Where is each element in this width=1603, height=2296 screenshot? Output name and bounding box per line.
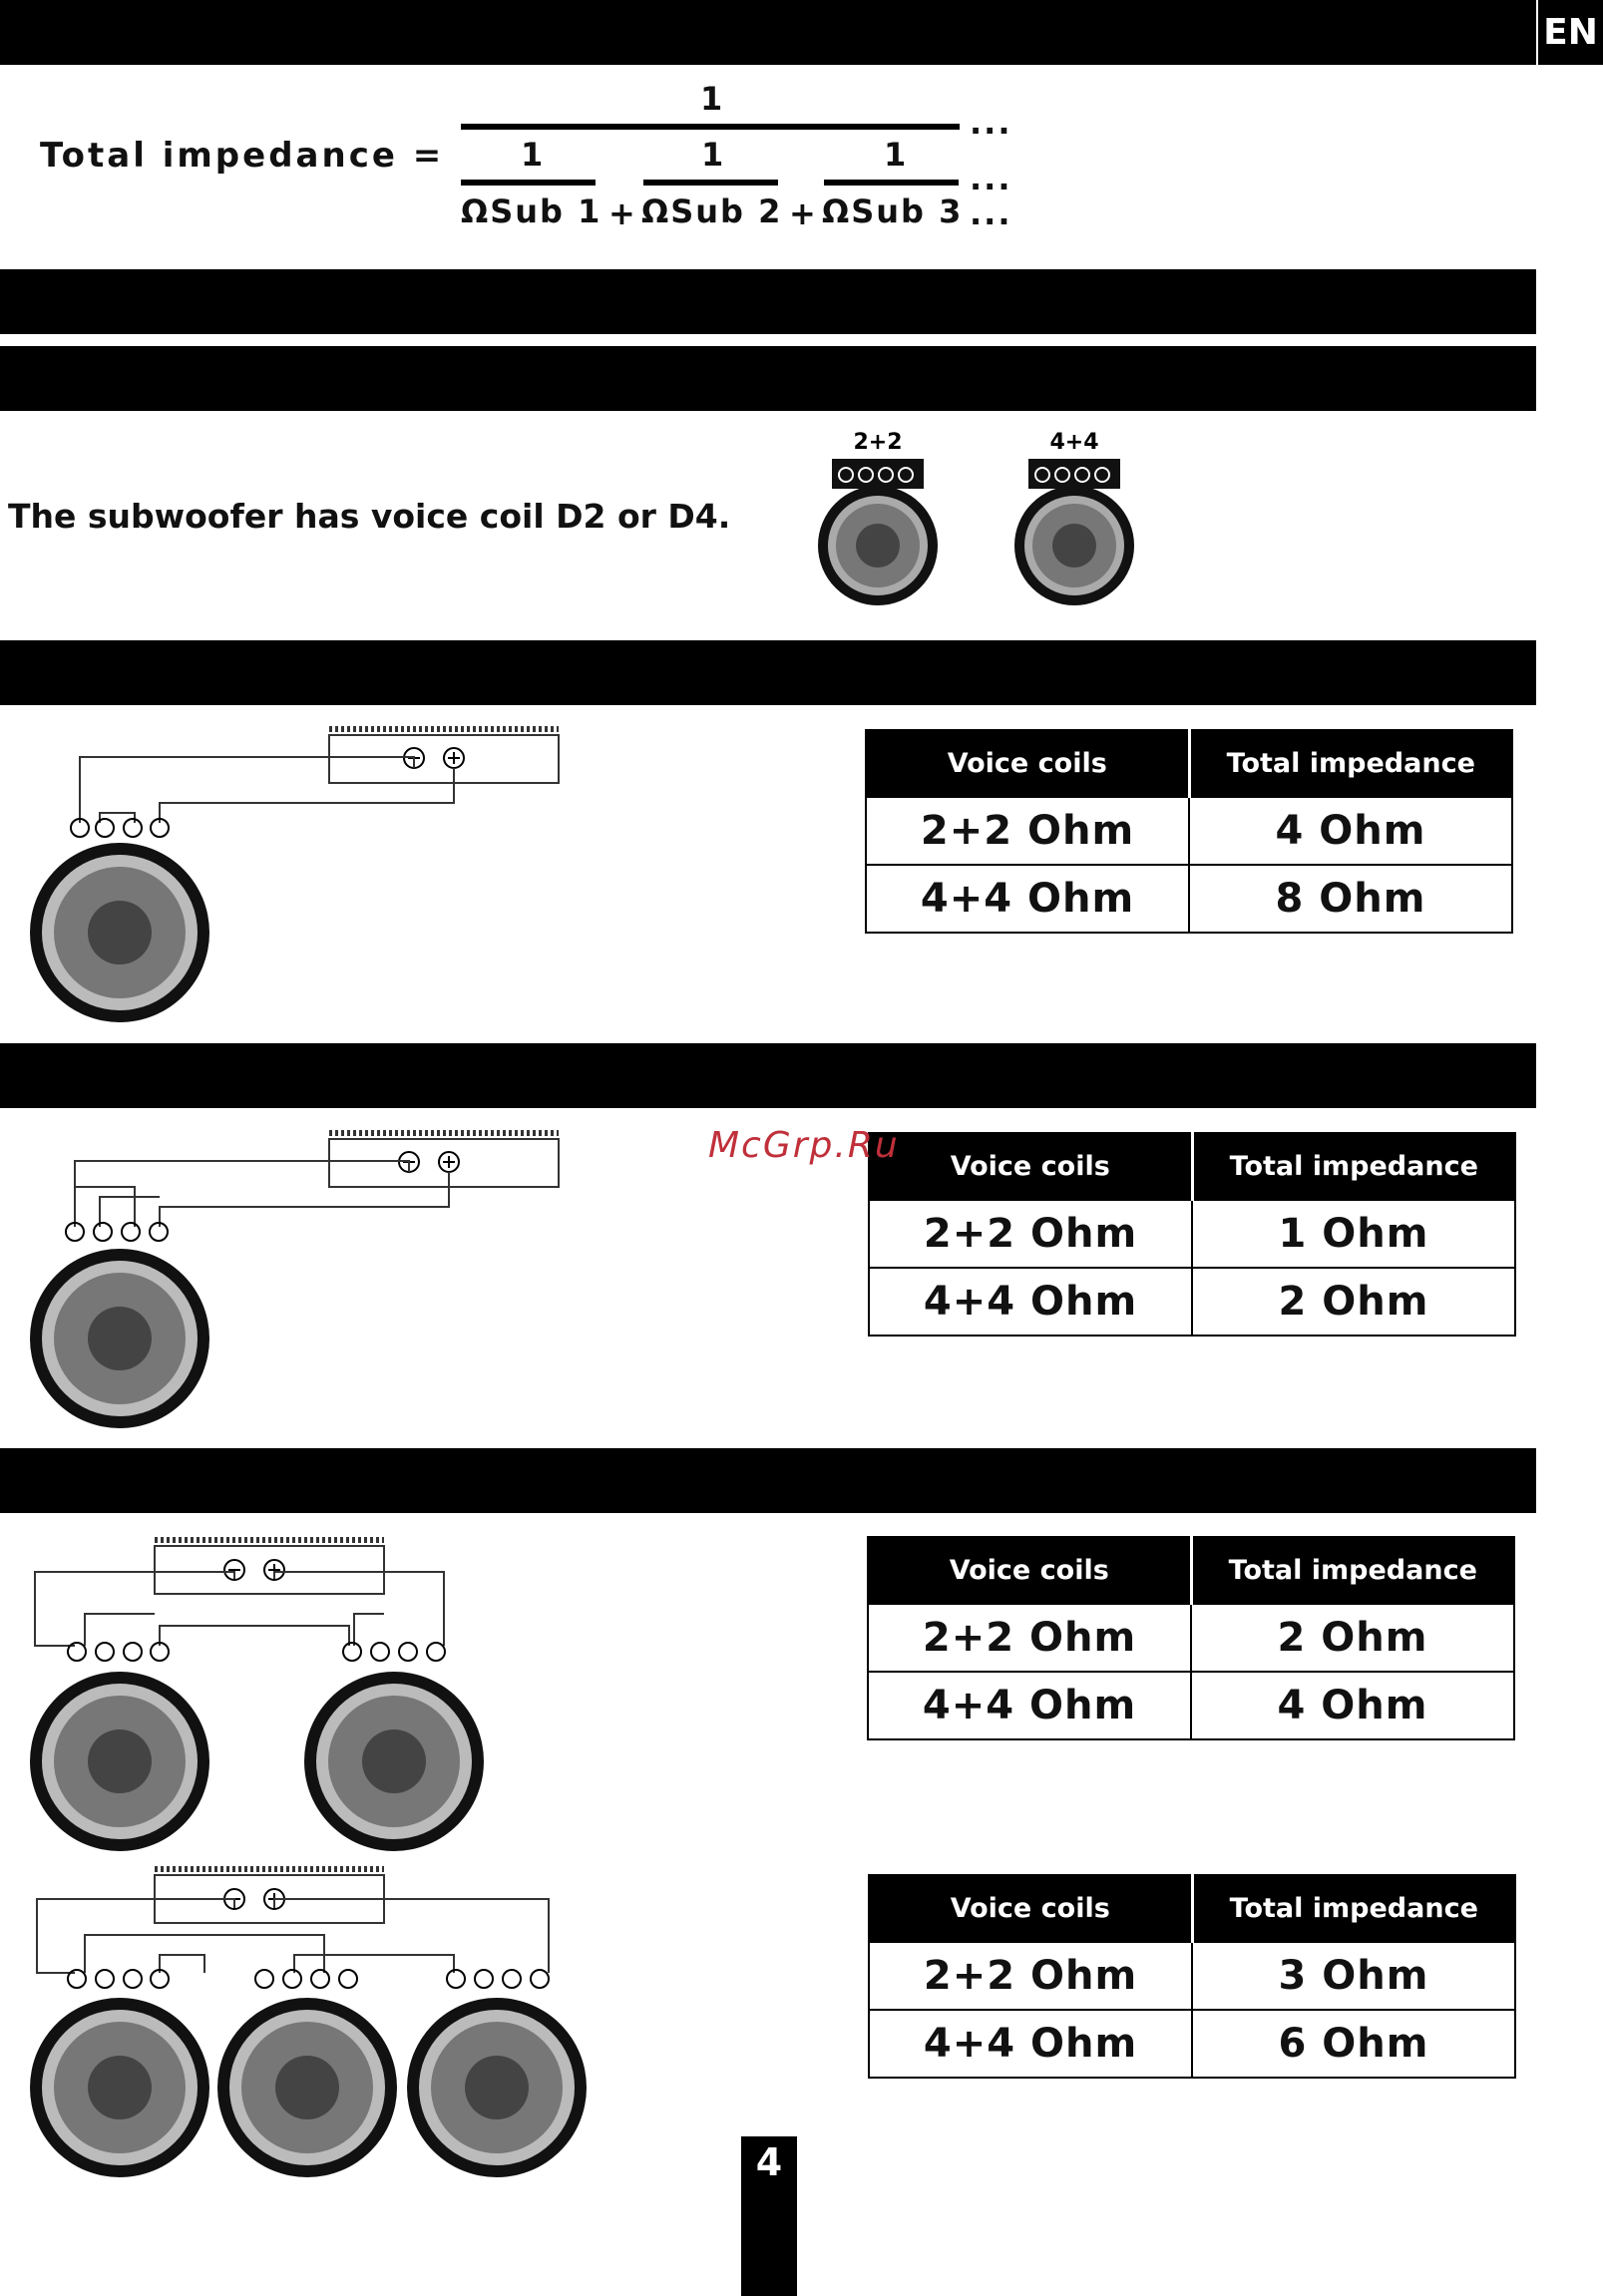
section-bar	[0, 1448, 1536, 1513]
formula-ellipsis: ...	[970, 194, 1012, 232]
table-cell: 2 Ohm	[1191, 1604, 1514, 1672]
top-header-bar	[0, 0, 1536, 65]
table-row	[869, 1268, 1515, 1336]
formula-fraction-line-1	[461, 180, 596, 186]
formula-ellipsis: ...	[970, 104, 1012, 142]
watermark: McGrp.Ru	[708, 1125, 900, 1166]
table-header: Total impedance	[1191, 1537, 1514, 1604]
page-number: 4	[741, 2136, 797, 2296]
voice-coil-statement: The subwoofer has voice coil D2 or D4.	[8, 497, 731, 536]
wiring-diagram-parallel	[25, 1127, 564, 1431]
table-cell: 4 Ohm	[1191, 1672, 1514, 1739]
table-cell: 4+4 Ohm	[868, 1672, 1191, 1739]
table-cell: 2+2 Ohm	[866, 797, 1189, 865]
coil-label-4+4: 4+4	[1049, 430, 1099, 455]
table-cell: 6 Ohm	[1192, 2010, 1515, 2078]
formula-numerator-2: 1	[701, 136, 726, 174]
table-cell: 2+2 Ohm	[869, 1942, 1192, 2010]
impedance-table-2	[868, 1132, 1516, 1337]
table-header: Voice coils	[866, 730, 1189, 797]
table-row	[869, 1942, 1515, 2010]
table-header: Voice coils	[868, 1537, 1191, 1604]
table-row	[868, 1604, 1514, 1672]
table-cell: 2+2 Ohm	[869, 1200, 1192, 1268]
formula-numerator-1: 1	[521, 136, 546, 174]
formula-label: Total impedance =	[40, 136, 445, 176]
table-cell: 1 Ohm	[1192, 1200, 1515, 1268]
formula-denominator-3: ΩSub 3	[822, 192, 964, 230]
impedance-table-3	[867, 1536, 1515, 1740]
table-cell: 4+4 Ohm	[866, 865, 1189, 933]
table-row	[866, 865, 1512, 933]
table-header: Voice coils	[869, 1133, 1192, 1200]
table-row	[869, 1200, 1515, 1268]
wiring-diagram-three-subs	[25, 1863, 594, 2182]
table-cell: 4+4 Ohm	[869, 2010, 1192, 2078]
coil-label-2+2: 2+2	[853, 430, 903, 455]
table-header: Total impedance	[1192, 1875, 1515, 1942]
wiring-diagram-series	[25, 723, 564, 1027]
table-row	[866, 797, 1512, 865]
table-cell: 3 Ohm	[1192, 1942, 1515, 2010]
table-cell: 8 Ohm	[1189, 865, 1512, 933]
section-bar	[0, 1043, 1536, 1108]
table-row	[869, 2010, 1515, 2078]
formula-top-numerator: 1	[700, 80, 725, 118]
speaker-d2-icon	[816, 431, 941, 610]
table-cell: 4+4 Ohm	[869, 1268, 1192, 1336]
wiring-diagram-two-subs	[25, 1534, 584, 1853]
table-cell: 2 Ohm	[1192, 1268, 1515, 1336]
language-badge: EN	[1538, 0, 1603, 65]
speaker-d4-icon	[1012, 431, 1137, 610]
formula-main-fraction-line	[461, 124, 960, 130]
table-row	[868, 1672, 1514, 1739]
table-header: Total impedance	[1192, 1133, 1515, 1200]
section-bar	[0, 640, 1536, 705]
table-header: Voice coils	[869, 1875, 1192, 1942]
table-cell: 4 Ohm	[1189, 797, 1512, 865]
formula-denominator-1: ΩSub 1	[461, 192, 602, 230]
formula-plus: +	[608, 194, 637, 232]
section-bar	[0, 346, 1536, 411]
formula-denominator-2: ΩSub 2	[641, 192, 783, 230]
formula-fraction-line-3	[824, 180, 959, 186]
section-bar	[0, 269, 1536, 334]
impedance-table-4	[868, 1874, 1516, 2079]
impedance-table-1	[865, 729, 1513, 934]
formula-fraction-line-2	[643, 180, 778, 186]
formula-numerator-3: 1	[884, 136, 909, 174]
formula-ellipsis: ...	[970, 160, 1012, 197]
formula-plus: +	[789, 194, 818, 232]
table-cell: 2+2 Ohm	[868, 1604, 1191, 1672]
table-header: Total impedance	[1189, 730, 1512, 797]
